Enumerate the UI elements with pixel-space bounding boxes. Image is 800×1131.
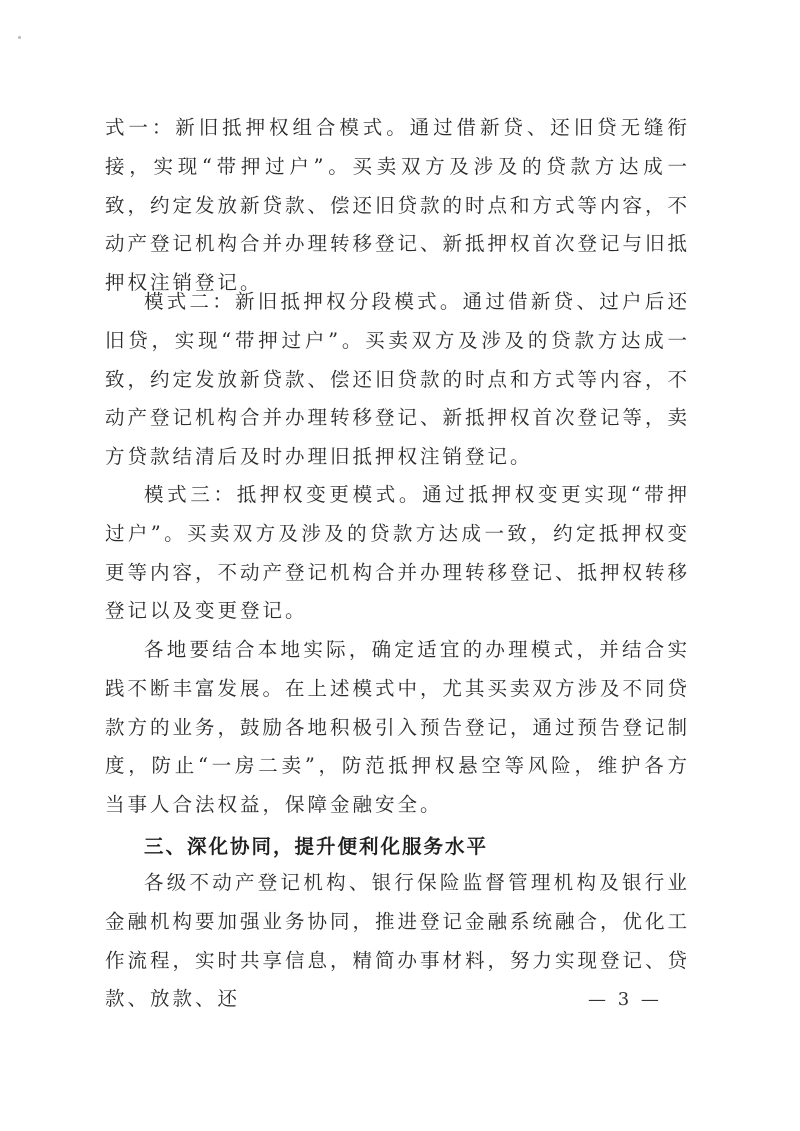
scan-speck [18, 36, 21, 39]
paragraph-mode-two: 模式二：新旧抵押权分段模式。通过借新贷、过户后还旧贷，实现“带押过户”。买卖双方及涉及的贷款方达成一致，约定发放新贷款、偿还旧贷款的时点和方式等内容，不动产登记机构合并办理转移登记、新抵押权首次登记等，卖方贷款结清后及时办理旧抵押权注销登记。 [105, 290, 691, 469]
paragraph-mode-three: 模式三：抵押权变更模式。通过抵押权变更实现“带押过户”。买卖双方及涉及的贷款方达成一致，约定抵押权变更等内容，不动产登记机构合并办理转移登记、抵押权转移登记以及变更登记。 [105, 483, 691, 623]
paragraph-mode-one: 式一：新旧抵押权组合模式。通过借新贷、还旧贷无缝衔接，实现“带押过户”。买卖双方及涉及的贷款方达成一致，约定发放新贷款、偿还旧贷款的时点和方式等内容，不动产登记机构合并办理转移登记、新抵押权首次登记与旧抵押权注销登记。 [105, 116, 691, 295]
paragraph-coordination: 各级不动产登记机构、银行保险监督管理机构及银行业金融机构要加强业务协同，推进登记金融系统融合，优化工作流程，实时共享信息，精简办事材料，努力实现登记、贷款、放款、还 [105, 871, 691, 1011]
paragraph-local-practice: 各地要结合本地实际，确定适宜的办理模式，并结合实践不断丰富发展。在上述模式中，尤其买卖双方涉及不同贷款方的业务，鼓励各地积极引入预告登记，通过预告登记制度，防止“一房二卖”，防范抵押权悬空等风险，维护各方当事人合法权益，保障金融安全。 [105, 638, 691, 817]
section-heading: 三、深化协同，提升便利化服务水平 [144, 835, 489, 858]
page-number: — 3 — [588, 989, 662, 1010]
